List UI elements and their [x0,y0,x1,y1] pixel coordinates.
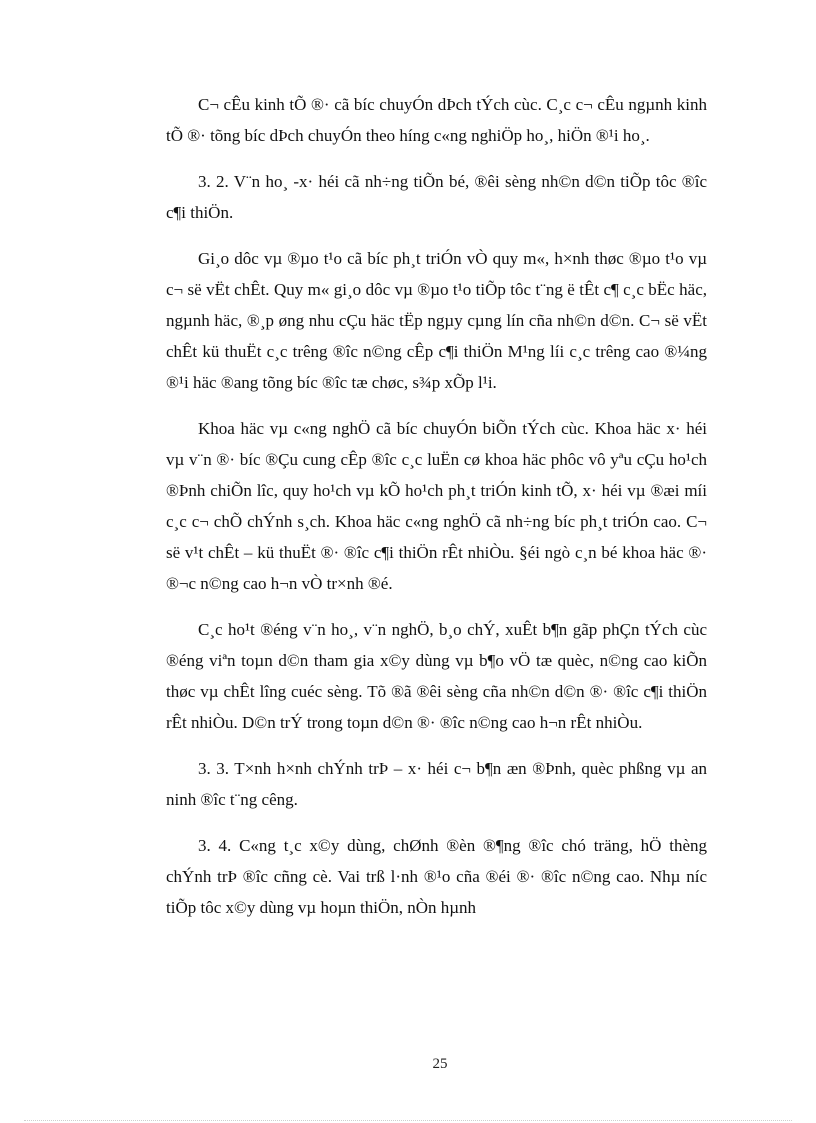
section-heading-3-3: 3. 3. T×nh h×nh chÝnh trÞ – x· héi c¬ b¶n æn ®Þnh, quèc phßng vµ an ninh ®îc t¨ng cêng. [166,759,707,809]
section-heading-3-2: 3. 2. V¨n ho¸ -x· héi cã nh÷ng tiÕn bé, ®êi sèng nh©n d©n tiÕp tôc ®îc c¶i thiÖn. [166,172,707,222]
page-number: 25 [432,1056,448,1072]
page-body [166,89,707,938]
paragraph-culture-activities: C¸c ho¹t ®éng v¨n ho¸, v¨n nghÖ, b¸o chÝ, xuÊt b¶n gãp phÇn tÝch cùc ®éng viªn toµn d©n tham gia x©y dùng vµ b¶o vÖ tæ quèc, n©ng cao kiÕn thøc vµ chÊt lîng cuéc sèng. Tõ ®ã ®êi sèng cña nh©n d©n ®· ®îc c¶i thiÖn rÊt nhiÒu. D©n trÝ trong toµn d©n ®· ®îc n©ng cao h¬n rÊt nhiÒu. [166,620,707,732]
paragraph-education: Gi¸o dôc vµ ®µo t¹o cã bíc ph¸t triÓn vÒ quy m«, h×nh thøc ®µo t¹o vµ c¬ së vËt chÊt. Quy m« gi¸o dôc vµ ®µo t¹o tiÕp tôc t¨ng ë tÊt c¶ c¸c bËc häc, ngµnh häc, ®¸p øng nhu cÇu häc tËp ngµy cµng lín cña nh©n d©n. C¬ së vËt chÊt kü thuËt c¸c trêng ®îc n©ng cÊp c¶i thiÖn M¹ng líi c¸c trêng cao ®¼ng ®¹i häc ®ang tõng bíc ®îc tæ chøc, s¾p xÕp l¹i. [166,249,707,392]
paragraph-science-technology: Khoa häc vµ c«ng nghÖ cã bíc chuyÓn biÕn tÝch cùc. Khoa häc x· héi vµ v¨n ®· bíc ®Çu cung cÊp ®îc c¸c luËn cø khoa häc phôc vô yªu cÇu ho¹ch ®Þnh chiÕn lîc, quy ho¹ch vµ kÕ ho¹ch ph¸t triÓn kinh tÕ, x· héi vµ ®æi míi c¸c c¬ chÕ chÝnh s¸ch. Khoa häc c«ng nghÖ cã nh÷ng bíc ph¸t triÓn cao. C¬ së v¹t chÊt – kü thuËt ®· ®îc c¶i thiÖn rÊt nhiÒu. §éi ngò c¸n bé khoa häc ®· ®¬c n©ng cao h¬n vÒ tr×nh ®é. [166,419,707,593]
footer-divider [24,1120,792,1121]
section-heading-3-4: 3. 4. C«ng t¸c x©y dùng, chØnh ®èn ®¶ng ®îc chó träng, hÖ thèng chÝnh trÞ ®îc cñng cè. Vai trß l·nh ®¹o cña ®éi ®· ®îc n©ng cao. Nhµ níc tiÕp tôc x©y dùng vµ hoµn thiÖn, nÒn hµnh [166,836,707,917]
paragraph-economic-structure: C¬ cÊu kinh tÕ ®· cã bíc chuyÓn dÞch tÝch cùc. C¸c c¬ cÊu ngµnh kinh tÕ ®· tõng bíc dÞch chuyÓn theo híng c«ng nghiÖp ho¸, hiÖn ®¹i ho¸. [166,95,707,145]
